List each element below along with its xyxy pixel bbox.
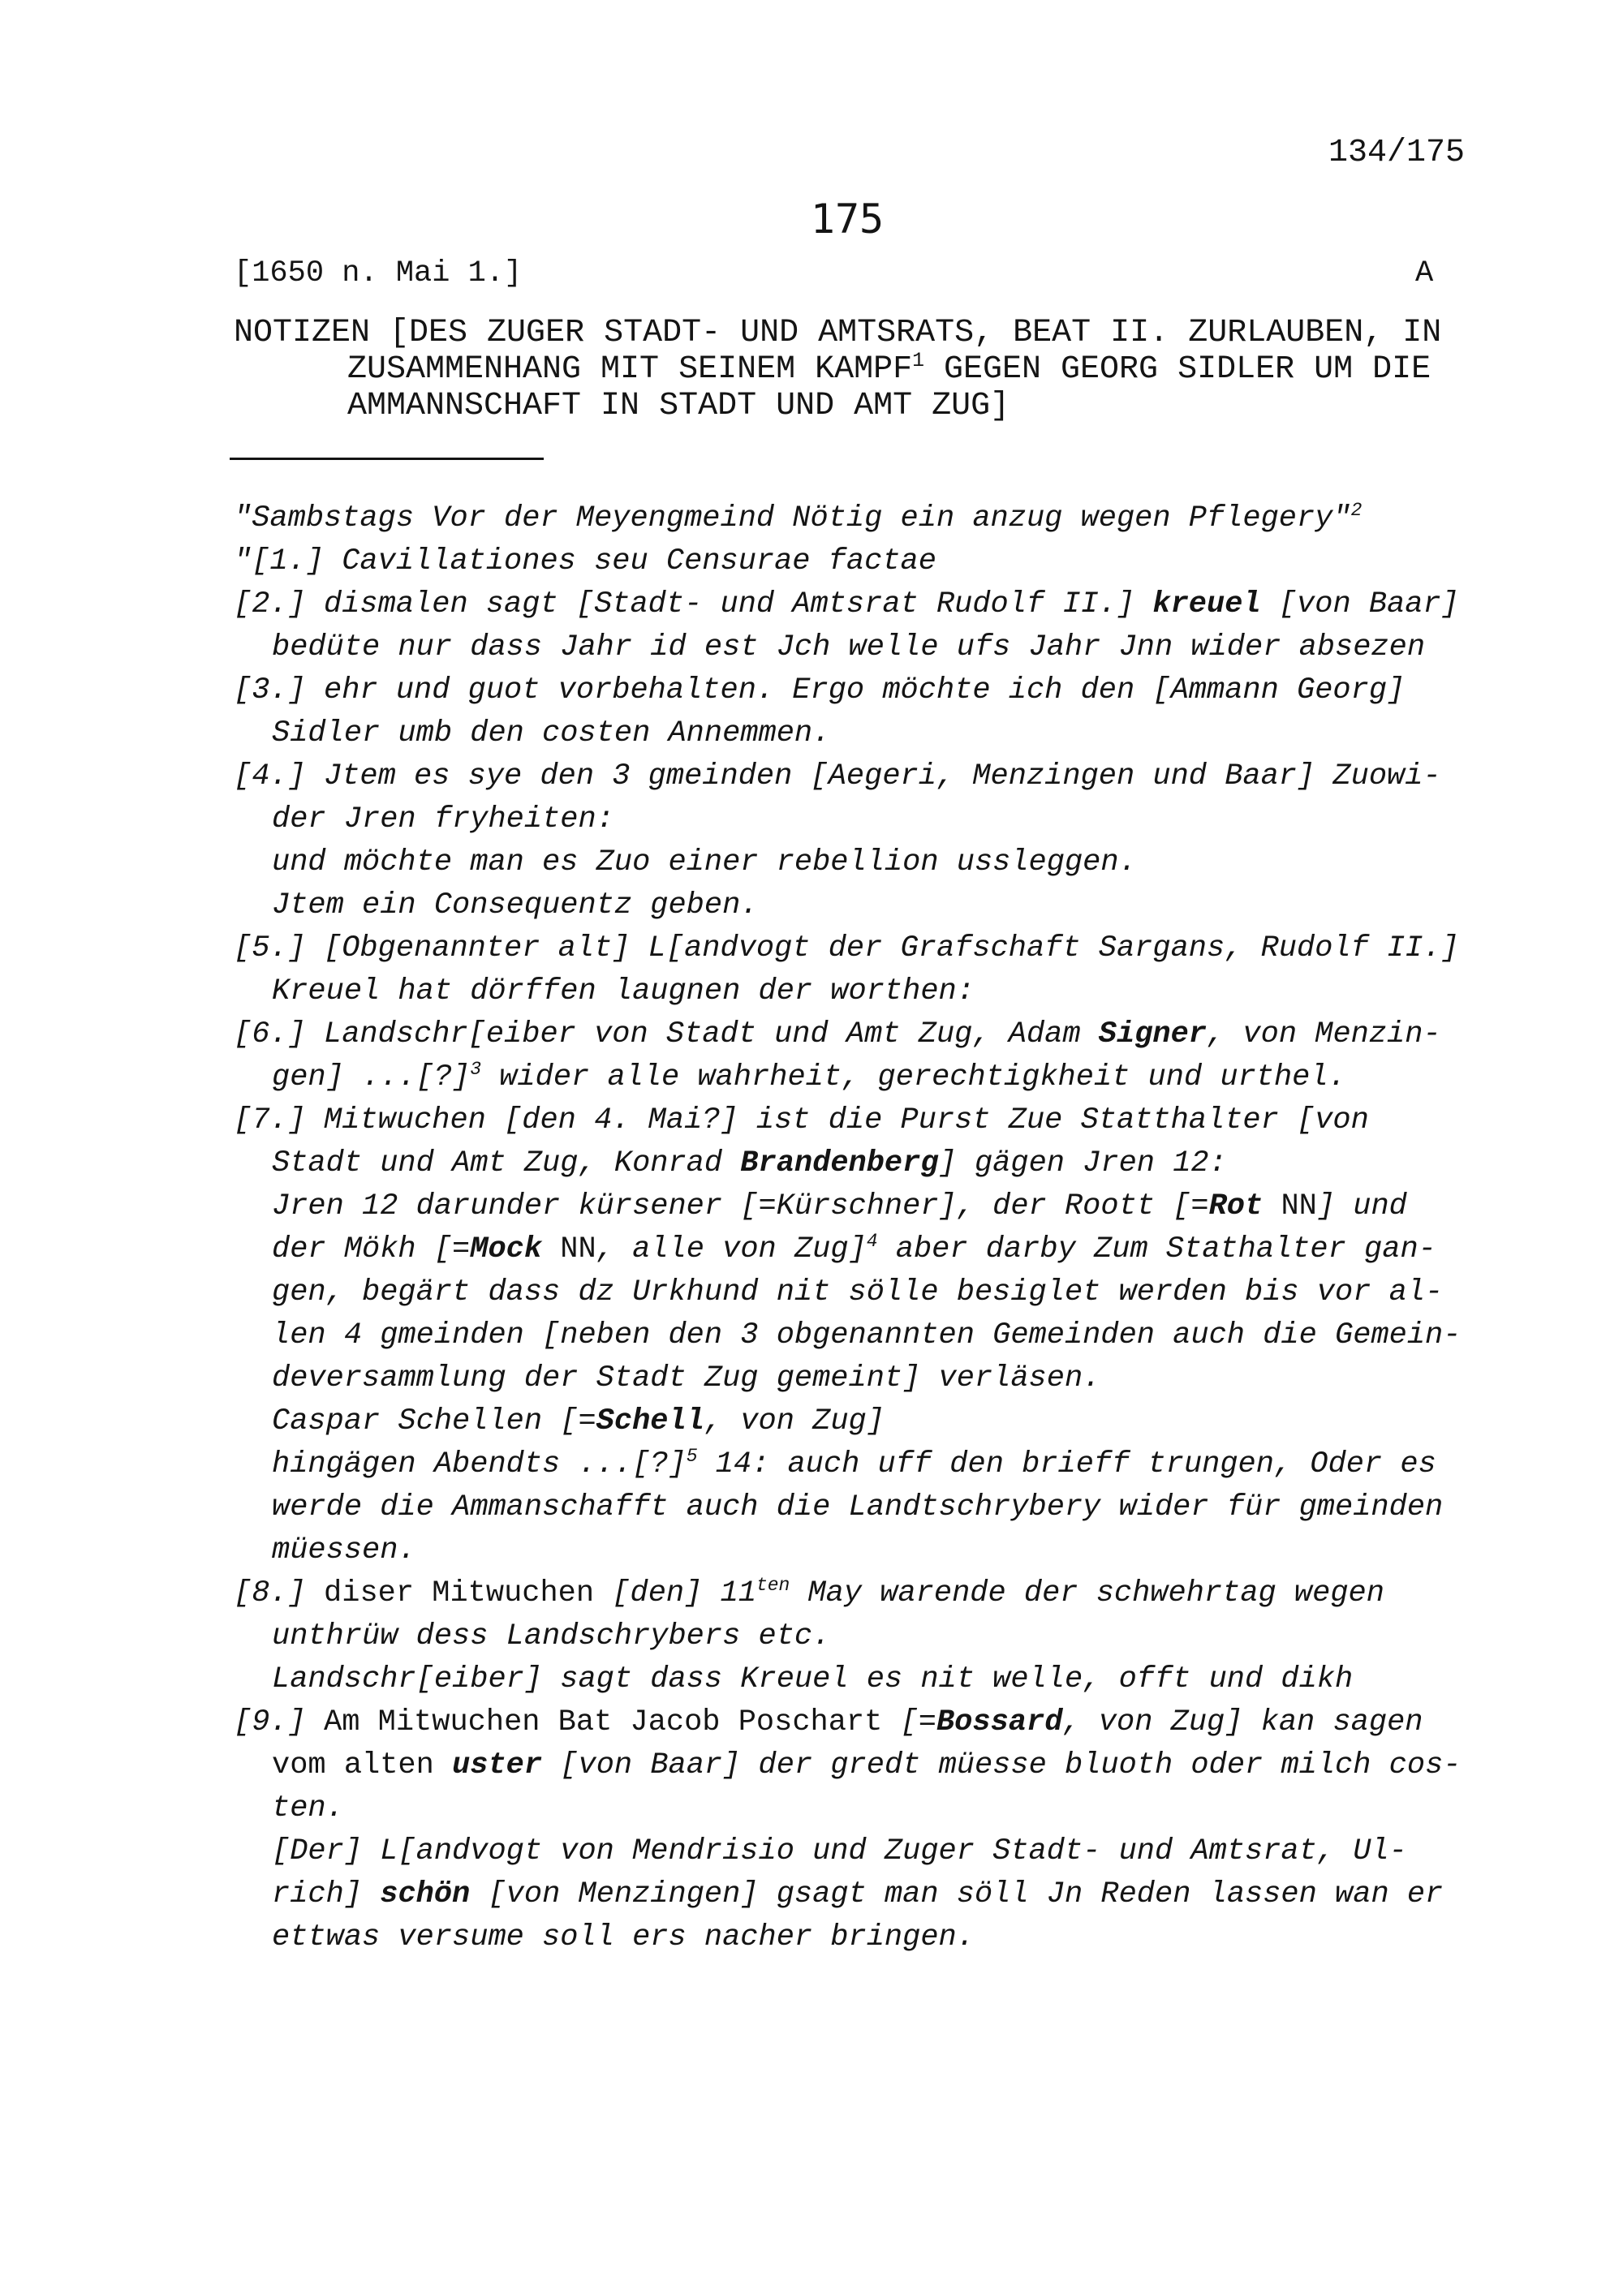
text-segment: deversammlung der Stadt Zug gemeint] verläsen. — [272, 1361, 1101, 1395]
text-line — [234, 1486, 1461, 1529]
footnote-marker: 1 — [912, 350, 925, 373]
text-line — [234, 1099, 1461, 1142]
text-segment: der Jren fryheiten: — [272, 802, 614, 836]
text-segment: [von Baar] der gredt müesse bluoth oder milch cos- — [542, 1748, 1462, 1782]
text-segment: NN — [560, 1232, 596, 1266]
footnote-marker: 2 — [1350, 500, 1363, 522]
person-name: Brandenberg — [740, 1146, 939, 1180]
text-segment: [8.] — [234, 1576, 325, 1610]
text-segment: Kreuel hat dörffen laugnen der worthen: — [272, 974, 975, 1008]
text-line — [234, 1142, 1461, 1185]
title-segment: GEGEN GEORG SIDLER UM DIE — [924, 351, 1431, 388]
person-name: Bossard — [936, 1705, 1063, 1739]
text-segment: vom alten — [272, 1748, 434, 1782]
ordinal-suffix: ten — [756, 1575, 790, 1597]
text-segment: diser Mitwuchen — [324, 1576, 595, 1610]
text-segment: , alle von Zug] — [596, 1232, 867, 1266]
title-line: NOTIZEN [DES ZUGER STADT- UND AMTSRATS, BEAT II. ZURLAUBEN, IN — [234, 315, 1442, 351]
person-name: Rot — [1208, 1189, 1264, 1223]
text-segment: werde die Ammanschafft auch die Landtschrybery wider für gmeinden — [272, 1490, 1444, 1524]
text-segment: rich] — [272, 1877, 381, 1911]
text-segment: ] gägen Jren 12: — [938, 1146, 1227, 1180]
text-segment: NN — [1281, 1189, 1317, 1223]
text-line — [234, 1615, 1461, 1658]
document-date: [1650 n. Mai 1.] — [234, 256, 523, 290]
text-segment: der Mökh [= — [272, 1232, 471, 1266]
text-segment: "[1.] Cavillationes seu Censurae factae — [234, 544, 936, 578]
text-segment: Caspar Schellen [= — [272, 1404, 596, 1438]
text-segment: Jren 12 darunder kürsener [=Kürschner], der Roott [= — [272, 1189, 1209, 1223]
text-segment: Am Mitwuchen Bat Jacob Poschart — [324, 1705, 883, 1739]
text-line — [234, 669, 1461, 712]
text-line — [234, 1400, 1461, 1443]
person-name: schön — [380, 1877, 471, 1911]
text-segment: [4.] Jtem es sye den 3 gmeinden [Aegeri, Menzingen und Baar] Zuowi- — [234, 759, 1441, 793]
text-segment: unthrüw dess Landschrybers etc. — [272, 1619, 831, 1653]
footnote-marker: 5 — [686, 1446, 698, 1468]
text-line — [234, 927, 1461, 970]
text-segment: hingägen Abendts ...[?] — [272, 1447, 687, 1481]
text-line — [234, 712, 1461, 755]
text-segment: aber darby Zum Stathalter gan- — [877, 1232, 1436, 1266]
text-line — [234, 1013, 1461, 1056]
text-segment — [1263, 1189, 1281, 1223]
text-segment: [von Baar] — [1260, 587, 1459, 621]
text-segment: [von Menzingen] gsagt man söll Jn Reden lassen wan er — [470, 1877, 1444, 1911]
person-name: kreuel — [1152, 587, 1261, 621]
text-segment: [Der] L[andvogt von Mendrisio und Zuger Stadt- und Amtsrat, Ul- — [272, 1834, 1407, 1868]
text-line — [234, 1572, 1461, 1615]
text-segment: Sidler umb den costen Annemmen. — [272, 716, 831, 750]
text-segment: Landschr[eiber] sagt dass Kreuel es nit welle, offt und dikh — [272, 1662, 1354, 1696]
text-segment: müessen. — [272, 1533, 416, 1567]
text-segment — [542, 1232, 560, 1266]
text-segment: Stadt und Amt Zug, Konrad — [272, 1146, 741, 1180]
text-segment: , von Zug] kan sagen — [1062, 1705, 1423, 1739]
title-line: AMMANNSCHAFT IN STADT UND AMT ZUG] — [347, 388, 1010, 424]
text-segment: [7.] Mitwuchen [den 4. Mai?] ist die Purst Zue Statthalter [von — [234, 1103, 1369, 1137]
person-name: Signer — [1098, 1017, 1208, 1051]
text-line — [234, 1271, 1461, 1314]
text-line — [234, 841, 1461, 884]
text-segment: 14: auch uff den brieff trungen, Oder es — [697, 1447, 1436, 1481]
text-line — [234, 884, 1461, 927]
text-line — [234, 755, 1461, 798]
title-divider — [230, 458, 544, 460]
text-segment: wider alle wahrheit, gerechtigkheit und urthel. — [481, 1060, 1346, 1094]
person-name: Schell — [596, 1404, 704, 1438]
footnote-marker: 4 — [866, 1231, 878, 1253]
text-line — [234, 1701, 1461, 1744]
text-segment: "Sambstags Vor der Meyengmeind Nötig ein anzug wegen Pflegery" — [234, 501, 1351, 535]
text-segment: und möchte man es Zuo einer rebellion ussleggen. — [272, 845, 1137, 879]
person-name: Mock — [470, 1232, 543, 1266]
text-segment: gen, begärt dass dz Urkhund nit sölle besiglet werden bis vor al- — [272, 1275, 1444, 1309]
text-segment: [2.] dismalen sagt [Stadt- und Amtsrat Rudolf II.] — [234, 587, 1153, 621]
text-segment: [6.] Landschr[eiber von Stadt und Amt Zug, Adam — [234, 1017, 1099, 1051]
text-line — [234, 1357, 1461, 1400]
text-line — [234, 1916, 1461, 1959]
text-line — [234, 1658, 1461, 1701]
text-line — [234, 1056, 1461, 1099]
text-line — [234, 1787, 1461, 1830]
text-segment: ] und — [1316, 1189, 1407, 1223]
text-line — [234, 1443, 1461, 1486]
text-line — [234, 497, 1461, 540]
footnote-marker: 3 — [470, 1059, 482, 1081]
page-counter: 134/175 — [1328, 135, 1465, 171]
text-segment: Jtem ein Consequentz geben. — [272, 888, 759, 922]
text-line — [234, 970, 1461, 1013]
text-line — [234, 1314, 1461, 1357]
text-line — [234, 1228, 1461, 1271]
text-segment: len 4 gmeinden [neben den 3 obgenannten Gemeinden auch die Gemein- — [272, 1318, 1462, 1352]
archive-marker: A — [1415, 256, 1434, 290]
text-segment: May warende der schwehrtag wegen — [790, 1576, 1384, 1610]
text-line — [234, 540, 1461, 583]
text-line — [234, 1185, 1461, 1228]
text-segment: [3.] ehr und guot vorbehalten. Ergo möchte ich den [Ammann Georg] — [234, 673, 1406, 707]
person-name: uster — [452, 1748, 543, 1782]
text-segment: ten. — [272, 1791, 344, 1825]
text-segment: , von Menzin- — [1207, 1017, 1441, 1051]
text-line — [234, 798, 1461, 841]
transcription-body — [234, 497, 1461, 1959]
text-segment: , von Zug] — [704, 1404, 885, 1438]
text-line — [234, 1830, 1461, 1873]
text-segment: [= — [882, 1705, 936, 1739]
text-line — [234, 1744, 1461, 1787]
text-line — [234, 626, 1461, 669]
text-line — [234, 1529, 1461, 1572]
text-segment: [den] 11 — [594, 1576, 756, 1610]
title-line — [234, 351, 1441, 388]
text-segment — [434, 1748, 452, 1782]
text-line — [234, 1873, 1461, 1916]
text-segment: ettwas versume soll ers nacher bringen. — [272, 1920, 975, 1954]
text-segment: gen] ...[?] — [272, 1060, 471, 1094]
text-line — [234, 583, 1461, 626]
text-segment: bedüte nur dass Jahr id est Jch welle ufs Jahr Jnn wider absezen — [272, 630, 1426, 664]
text-segment: [9.] — [234, 1705, 325, 1739]
document-title — [234, 315, 1441, 424]
text-segment: [5.] [Obgenannter alt] L[andvogt der Grafschaft Sargans, Rudolf II.] — [234, 931, 1459, 965]
document-number: 175 — [810, 196, 885, 243]
title-segment: ZUSAMMENHANG MIT SEINEM KAMPF — [347, 351, 913, 388]
